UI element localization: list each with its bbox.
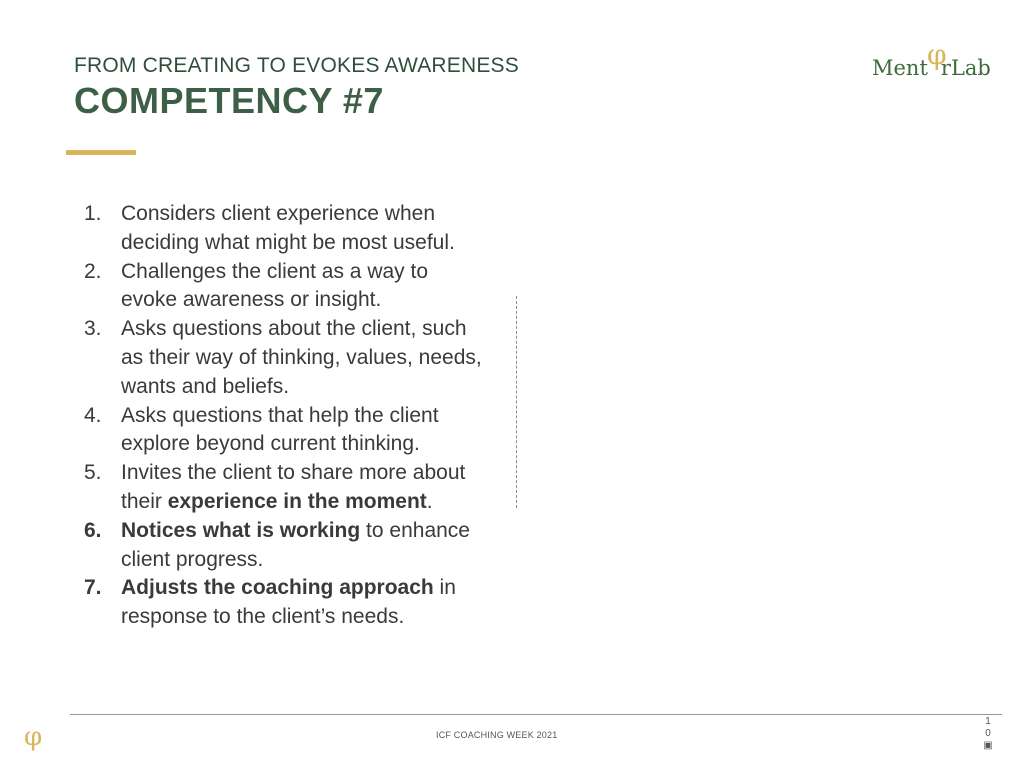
list-item-emphasis: Notices what is working <box>121 518 361 542</box>
list-item-number: 4. <box>84 403 102 427</box>
page-number <box>983 716 993 752</box>
list-item-number: 3. <box>84 317 102 341</box>
slide-subtitle: FROM CREATING TO EVOKES AWARENESS <box>74 54 519 77</box>
list-item-text: to enhance client progress. <box>121 518 470 571</box>
list-item <box>84 200 484 258</box>
list-item-number: 2. <box>84 259 102 283</box>
list-item-text: . <box>426 489 433 513</box>
list-item-text: Asks questions about the client, such as their way of thinking, values, needs, wants and beliefs. <box>121 317 482 398</box>
page-number-digit: 1 <box>985 716 991 727</box>
list-item-text: in response to the client’s needs. <box>121 576 456 629</box>
logo-text <box>872 56 991 80</box>
logo-text-end: rLab <box>940 56 991 80</box>
dashed-divider <box>516 296 517 508</box>
footer-text: ICF COACHING WEEK 2021 <box>436 730 558 740</box>
list-item <box>84 258 484 316</box>
list-item-emphasis: Adjusts the coaching approach <box>121 576 434 600</box>
list-item-number: 6. <box>84 518 102 542</box>
slide-title: COMPETENCY #7 <box>74 80 384 121</box>
logo-text-start: Ment <box>872 56 928 80</box>
list-item-number: 5. <box>84 461 102 485</box>
mentorlab-logo <box>872 38 1002 82</box>
list-item-text: Considers client experience when deciding what might be most useful. <box>121 202 455 254</box>
competency-list <box>84 200 484 632</box>
list-item-text: Asks questions that help the client explore beyond current thinking. <box>121 403 439 456</box>
list-item <box>84 574 484 632</box>
page-number-digit: 0 <box>985 728 991 739</box>
list-item <box>84 402 484 460</box>
page-number-glyph: ▣ <box>983 740 993 751</box>
list-item <box>84 459 484 517</box>
footer-divider <box>70 714 1002 715</box>
list-item <box>84 315 484 401</box>
phi-logo-icon: φ <box>927 38 947 71</box>
list-item-text: Invites the client to share more about their <box>121 461 466 513</box>
list-item-text: Challenges the client as a way to evoke awareness or insight. <box>121 259 429 312</box>
list-item-emphasis: experience in the moment <box>167 489 427 513</box>
list-item-number: 1. <box>84 202 102 225</box>
list-item-number: 7. <box>84 576 102 600</box>
list-item <box>84 517 484 575</box>
footer-phi-icon: φ <box>24 722 43 752</box>
accent-bar <box>66 150 136 155</box>
